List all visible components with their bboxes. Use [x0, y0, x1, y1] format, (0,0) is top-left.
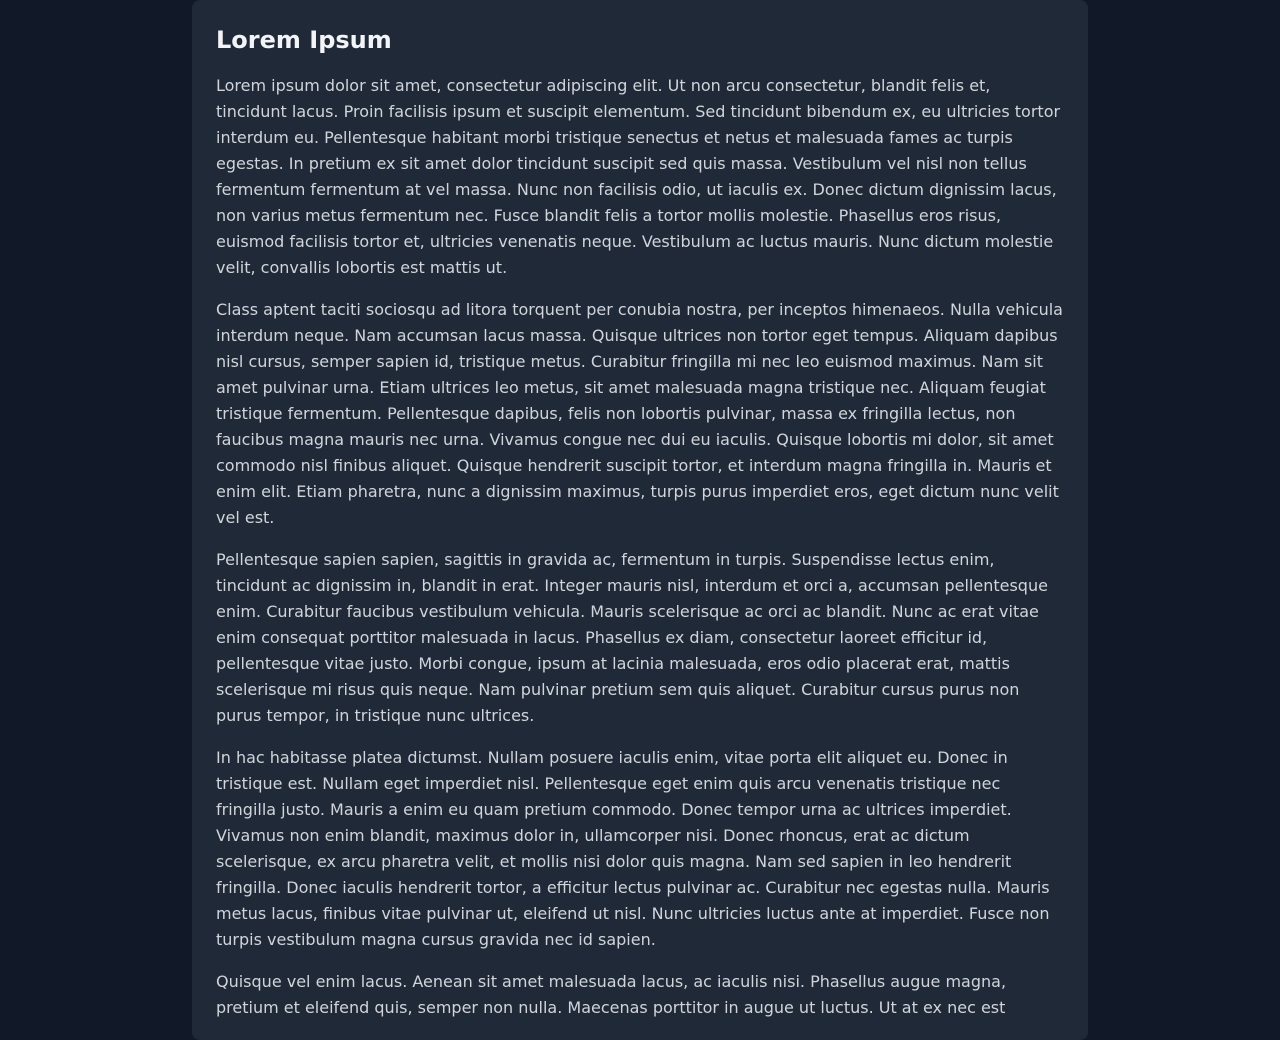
- article-title: Lorem Ipsum: [216, 26, 392, 54]
- article-paragraph: Quisque vel enim lacus. Aenean sit amet malesuada lacus, ac iaculis nisi. Phasellus augue magna, pretium et eleifend quis, semper non nulla. Maecenas porttitor in augue ut luctus. Ut at ex nec est: [216, 972, 1007, 1017]
- article-paragraph: Lorem ipsum dolor sit amet, consectetur adipiscing elit. Ut non arcu consectetur, blandit felis et, tincidunt lacus. Proin facilisis ipsum et suscipit elementum. Sed tincidunt bibendum ex, eu ultricies tortor interdum eu. Pellentesque habitant morbi tristique senectus et netus et malesuada fames ac turpis egestas. In pretium ex sit amet dolor tincidunt suscipit sed quis massa. Vestibulum vel nisl non tellus fermentum fermentum at vel massa. Nunc non facilisis odio, ut iaculis ex. Donec dictum dignissim lacus, non varius metus fermentum nec. Fusce blandit felis a tortor mollis molestie. Phasellus eros risus, euismod facilisis tortor et, ultricies venenatis neque. Vestibulum ac luctus mauris. Nunc dictum molestie velit, convallis lobortis est mattis ut.: [216, 76, 1061, 277]
- article-paragraph: In hac habitasse platea dictumst. Nullam posuere iaculis enim, vitae porta elit aliquet eu. Donec in tristique est. Nullam eget imperdiet nisl. Pellentesque eget enim quis arcu venenatis tristique nec fringilla justo. Mauris a enim eu quam pretium commodo. Donec tempor urna ac ultrices imperdiet. Vivamus non enim blandit, maximus dolor in, ullamcorper nisi. Donec rhoncus, erat ac dictum scelerisque, ex arcu pharetra velit, et mollis nisi dolor quis magna. Nam sed sapien in leo hendrerit fringilla. Donec iaculis hendrerit tortor, a efficitur lectus pulvinar ac. Curabitur nec egestas nulla. Mauris metus lacus, finibus vitae pulvinar ut, eleifend ut nisl. Nunc ultricies luctus ante at imperdiet. Fusce non turpis vestibulum magna cursus gravida nec id sapien.: [216, 748, 1050, 949]
- article-card: [192, 0, 1088, 1040]
- article-paragraph: Class aptent taciti sociosqu ad litora torquent per conubia nostra, per inceptos himenaeos. Nulla vehicula interdum neque. Nam accumsan lacus massa. Quisque ultrices non tortor eget tempus. Aliquam dapibus nisl cursus, semper sapien id, tristique metus. Curabitur fringilla mi nec leo euismod maximus. Nam sit amet pulvinar urna. Etiam ultrices leo metus, sit amet malesuada magna tristique nec. Aliquam feugiat tristique fermentum. Pellentesque dapibus, felis non lobortis pulvinar, massa ex fringilla lectus, non faucibus magna mauris nec urna. Vivamus congue nec dui eu iaculis. Quisque lobortis mi dolor, sit amet commodo nisl finibus aliquet. Quisque hendrerit suscipit tortor, et interdum magna fringilla in. Mauris et enim elit. Etiam pharetra, nunc a dignissim maximus, turpis purus imperdiet eros, eget dictum nunc velit vel est.: [216, 300, 1063, 527]
- article-paragraph: Pellentesque sapien sapien, sagittis in gravida ac, fermentum in turpis. Suspendisse lectus enim, tincidunt ac dignissim in, blandit in erat. Integer mauris nisl, interdum et orci a, accumsan pellentesque enim. Curabitur faucibus vestibulum vehicula. Mauris scelerisque ac orci ac blandit. Nunc ac erat vitae enim consequat porttitor malesuada in lacus. Phasellus ex diam, consectetur laoreet efficitur id, pellentesque vitae justo. Morbi congue, ipsum at lacinia malesuada, eros odio placerat erat, mattis scelerisque mi risus quis neque. Nam pulvinar pretium sem quis aliquet. Curabitur cursus purus non purus tempor, in tristique nunc ultrices.: [216, 550, 1048, 725]
